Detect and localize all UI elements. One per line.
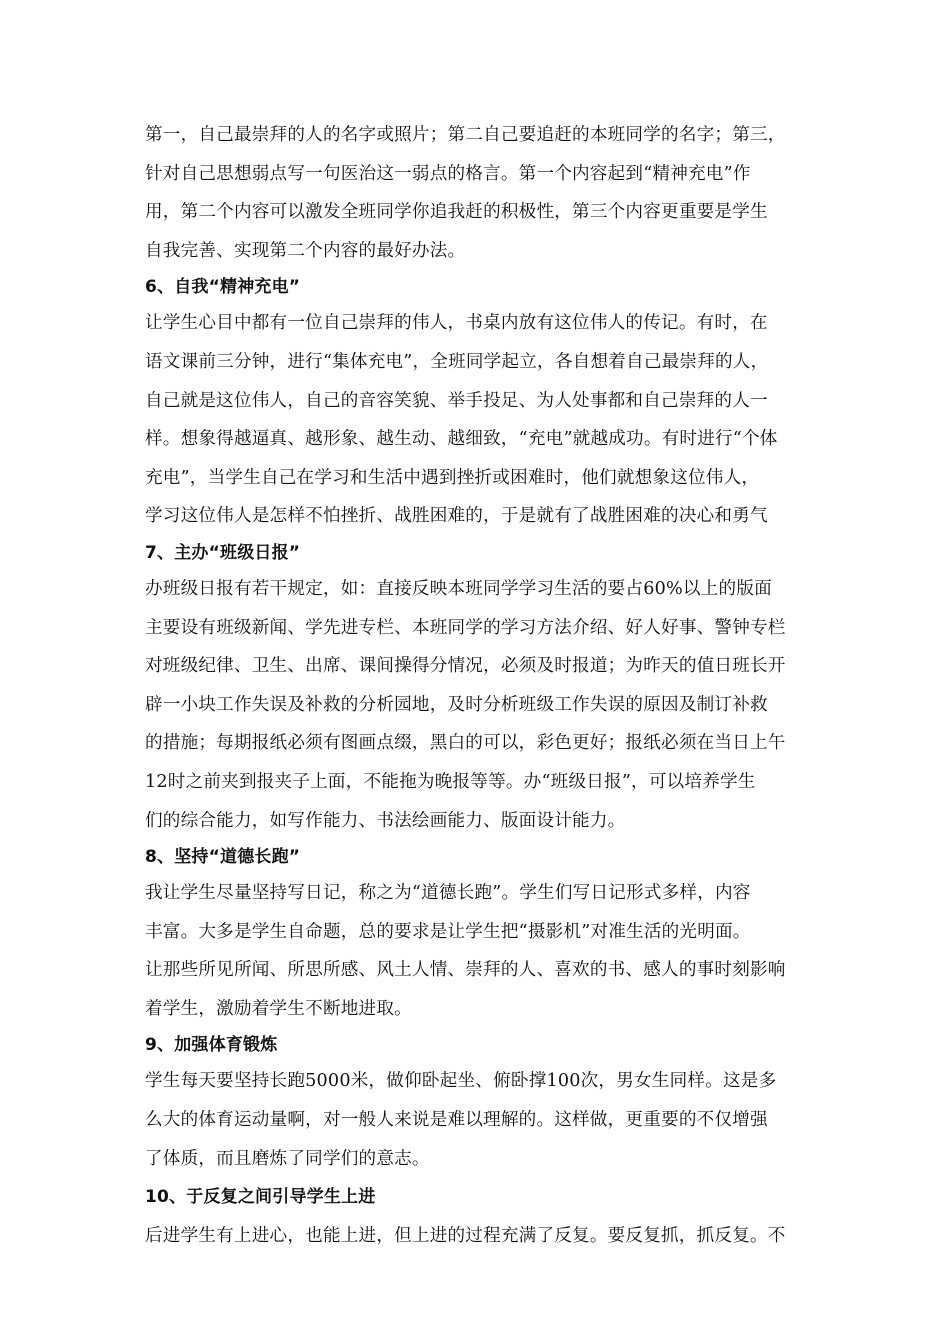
paragraph-line: 们的综合能力，如写作能力、书法绘画能力、版面设计能力。 xyxy=(145,810,626,831)
paragraph-line: 辟一小块工作失误及补救的分析园地，及时分析班级工作失误的原因及制订补救 xyxy=(145,694,768,715)
paragraph-line: 充电”，当学生自己在学习和生活中遇到挫折或困难时，他们就想象这位伟人， xyxy=(145,467,760,488)
paragraph-line: 用，第二个内容可以激发全班同学你追我赶的积极性，第三个内容更重要是学生 xyxy=(145,202,768,223)
paragraph-line: 了体质，而且磨炼了同学们的意志。 xyxy=(145,1148,430,1169)
paragraph-line: 对班级纪律、卫生、出席、课间操得分情况，必须及时报道；为昨天的值日班长开 xyxy=(145,656,786,677)
paragraph-line: 语文课前三分钟，进行“集体充电”，全班同学起立，各自想着自己最崇拜的人， xyxy=(145,351,769,372)
section-heading-7: 7、主办“班级日报” xyxy=(145,542,301,563)
paragraph-line: 后进学生有上进心，也能上进，但上进的过程充满了反复。要反复抓，抓反复。不 xyxy=(145,1225,786,1246)
paragraph-line: 主要设有班级新闻、学先进专栏、本班同学的学习方法介绍、好人好事、警钟专栏 xyxy=(145,617,786,638)
document-body xyxy=(145,116,810,1255)
paragraph-line: 学生每天要坚持长跑5000米，做仰卧起坐、俯卧撑100次，男女生同样。这是多 xyxy=(145,1071,777,1092)
paragraph-line: 自己就是这位伟人，自己的音容笑貌、举手投足、为人处事都和自己崇拜的人一 xyxy=(145,390,768,411)
paragraph-line: 让那些所见所闻、所思所感、风土人情、崇拜的人、喜欢的书、感人的事时刻影响 xyxy=(145,960,786,981)
paragraph-line: 让学生心目中都有一位自己崇拜的伟人，书桌内放有这位伟人的传记。有时，在 xyxy=(145,313,768,334)
paragraph-line: 自我完善、实现第二个内容的最好办法。 xyxy=(145,240,466,261)
paragraph-line: 丰富。大多是学生自命题，总的要求是让学生把“摄影机”对准生活的光明面。 xyxy=(145,921,751,942)
paragraph-line: 我让学生尽量坚持写日记，称之为“道德长跑”。学生们写日记形式多样，内容 xyxy=(145,883,751,904)
paragraph-line: 么大的体育运动量啊，对一般人来说是难以理解的。这样做，更重要的不仅增强 xyxy=(145,1110,768,1131)
paragraph-line: 针对自己思想弱点写一句医治这一弱点的格言。第一个内容起到“精神充电”作 xyxy=(145,163,751,184)
paragraph-line: 的措施；每期报纸必须有图画点缀，黑白的可以，彩色更好；报纸必须在当日上午 xyxy=(145,733,786,754)
section-heading-8: 8、坚持“道德长跑” xyxy=(145,847,301,868)
section-heading-9: 9、加强体育锻炼 xyxy=(145,1035,278,1056)
paragraph-line: 第一，自己最崇拜的人的名字或照片；第二自己要追赶的本班同学的名字；第三， xyxy=(145,125,786,145)
paragraph-line: 样。想象得越逼真、越形象、越生动、越细致，“充电”就越成功。有时进行“个体 xyxy=(145,429,778,450)
section-heading-6: 6、自我“精神充电” xyxy=(145,277,301,298)
paragraph-line: 办班级日报有若干规定，如：直接反映本班同学学习生活的要占60%以上的版面 xyxy=(145,578,772,599)
paragraph-line: 着学生，激励着学生不断地进取。 xyxy=(145,998,412,1019)
paragraph-line: 12时之前夹到报夹子上面，不能拖为晚报等等。办“班级日报”，可以培养学生 xyxy=(145,771,756,792)
section-heading-10: 10、于反复之间引导学生上进 xyxy=(145,1187,376,1208)
paragraph-line: 学习这位伟人是怎样不怕挫折、战胜困难的，于是就有了战胜困难的决心和勇气 xyxy=(145,506,768,527)
